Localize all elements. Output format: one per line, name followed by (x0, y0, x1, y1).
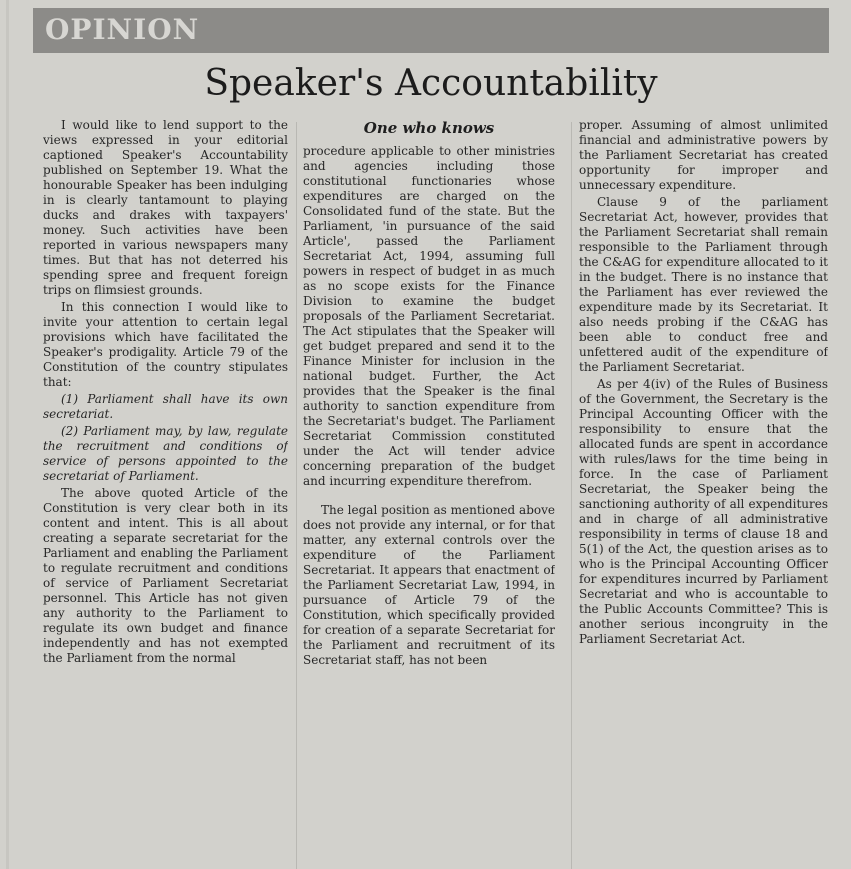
column-divider-2 (571, 122, 572, 869)
column-divider-1 (296, 122, 297, 869)
article-column-1 (43, 118, 288, 869)
quoted-clause-1: (1) Parliament shall have its own secretariat. (43, 392, 288, 421)
paragraph-5: The legal position as mentioned above does not provide any internal, or for that matter, any external controls over the expenditure of the Parliament Secretariat. It appears that enactment of the Parliament Secretariat Law, 1994, in pursuance of Article 79 of the Constitution, which specifically provided for creation of a separate Secretariat for the Parliament and recruitment of its Secretariat staff, has not been (303, 503, 555, 667)
paragraph-3: The above quoted Article of the Constitution is very clear both in its content and intent. This is all about creating a separate secretariat for the Parliament and enabling the Parliament to regulate recruitment and conditions of service of Parliament Secretariat personnel. This Article has not given any authority to the Parliament to regulate its own budget and finance independently and has not exempted the Parliament from the normal (43, 486, 288, 665)
article-column-2 (303, 118, 555, 869)
section-banner (33, 8, 829, 53)
paragraph-2: In this connection I would like to invite your attention to certain legal provisions which have facilitated the Speaker's prodigality. Article 79 of the Constitution of the country stipulates that: (43, 300, 288, 389)
section-label: OPINION (45, 13, 200, 46)
article-column-3 (579, 118, 828, 869)
article-headline: Speaker's Accountability (204, 63, 658, 104)
author-byline: One who knows (363, 119, 495, 137)
quoted-clause-2: (2) Parliament may, by law, regulate the recruitment and conditions of service of persons appointed to the secretariat of Parliament. (43, 424, 288, 483)
page-edge (6, 0, 9, 869)
paragraph-6: proper. Assuming of almost unlimited financial and administrative powers by the Parliament Secretariat has created opportunity for improper and unnecessary expenditure. (579, 118, 828, 192)
paragraph-1: I would like to lend support to the views expressed in your editorial captioned Speaker's Accountability published on September 19. What the honourable Speaker has been indulging in is clearly tantamount to playing ducks and drakes with taxpayers' money. Such activities have been reported in various newspapers many times. But that has not deterred his spending spree and frequent foreign trips on flimsiest grounds. (43, 118, 288, 297)
paragraph-7: Clause 9 of the parliament Secretariat Act, however, provides that the Parliament Secretariat shall remain responsible to the Parliament through the C&AG for expenditure allocated to it in the budget. There is no instance that the Parliament has ever reviewed the expenditure made by its Secretariat. It also needs probing if the C&AG has been able to conduct free and unfettered audit of the expenditure of the Parliament Secretariat. (579, 195, 828, 374)
paragraph-8: As per 4(iv) of the Rules of Business of the Government, the Secretary is the Principal Accounting Officer with the responsibility to ensure that the allocated funds are spent in accordance with rules/laws for the time being in force. In the case of Parliament Secretariat, the Speaker being the sanctioning authority of all expenditures and in charge of all administrative responsibility in terms of clause 18 and 5(1) of the Act, the question arises as to who is the Principal Accounting Officer for expenditures incurred by Parliament Secretariat and who is accountable to the Public Accounts Committee? This is another serious incongruity in the Parliament Secretariat Act. (579, 377, 828, 646)
paragraph-gap (303, 491, 555, 503)
opinion-article (33, 58, 829, 859)
paragraph-4: procedure applicable to other ministries and agencies including those constitutional functionaries whose expenditures are charged on the Consolidated fund of the state. But the Parliament, 'in pursuance of the said Article', passed the Parliament Secretariat Act, 1994, assuming full powers in respect of budget in as much as no scope exists for the Finance Division to examine the budget proposals of the Parliament Secretariat. The Act stipulates that the Speaker will get budget prepared and send it to the Finance Minister for inclusion in the national budget. Further, the Act provides that the Speaker is the final authority to sanction expenditure from the Secretariat's budget. The Parliament Secretariat Commission constituted under the Act will tender advice concerning preparation of the budget and incurring expenditure therefrom. (303, 144, 555, 488)
